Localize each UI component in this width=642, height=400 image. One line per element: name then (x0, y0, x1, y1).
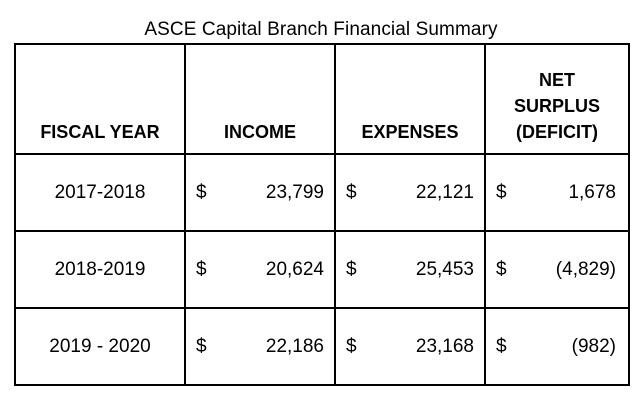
currency-symbol: $ (496, 335, 507, 357)
header-income (185, 44, 335, 154)
currency-symbol: $ (196, 181, 207, 203)
income-value: 20,624 (265, 258, 324, 280)
header-net-line2: SURPLUS (513, 96, 600, 116)
net-value: 1,678 (568, 181, 616, 203)
header-expenses-label: EXPENSES (361, 122, 459, 142)
income-cell (185, 231, 335, 308)
header-net-line3: (DEFICIT) (516, 122, 598, 142)
income-value: 22,186 (265, 335, 324, 357)
table-title: ASCE Capital Branch Financial Summary (144, 19, 498, 40)
net-cell (485, 308, 629, 385)
financial-summary-table (14, 43, 630, 386)
expenses-value: 22,121 (415, 181, 474, 203)
header-net-surplus (485, 44, 629, 154)
header-income-label: INCOME (224, 122, 296, 142)
table-row (15, 231, 629, 308)
header-net-line1: NET (539, 70, 575, 90)
header-expenses (335, 44, 485, 154)
currency-symbol: $ (496, 258, 507, 280)
expenses-cell (335, 154, 485, 231)
income-value: 23,799 (265, 181, 324, 203)
expenses-cell (335, 308, 485, 385)
currency-symbol: $ (346, 335, 357, 357)
fiscal-year-cell: 2017-2018 (15, 154, 185, 231)
fiscal-year-cell: 2019 - 2020 (15, 308, 185, 385)
currency-symbol: $ (496, 181, 507, 203)
expenses-value: 25,453 (415, 258, 474, 280)
net-cell (485, 154, 629, 231)
currency-symbol: $ (196, 335, 207, 357)
net-cell (485, 231, 629, 308)
table-row (15, 154, 629, 231)
net-value: (4,829) (555, 258, 616, 280)
net-value: (982) (571, 335, 616, 357)
expenses-cell (335, 231, 485, 308)
header-fiscal-year (15, 44, 185, 154)
table-row (15, 308, 629, 385)
income-cell (185, 308, 335, 385)
header-fiscal-year-label: FISCAL YEAR (40, 122, 160, 142)
fiscal-year-cell: 2018-2019 (15, 231, 185, 308)
currency-symbol: $ (346, 181, 357, 203)
currency-symbol: $ (196, 258, 207, 280)
income-cell (185, 154, 335, 231)
currency-symbol: $ (346, 258, 357, 280)
header-row (15, 44, 629, 154)
expenses-value: 23,168 (415, 335, 474, 357)
